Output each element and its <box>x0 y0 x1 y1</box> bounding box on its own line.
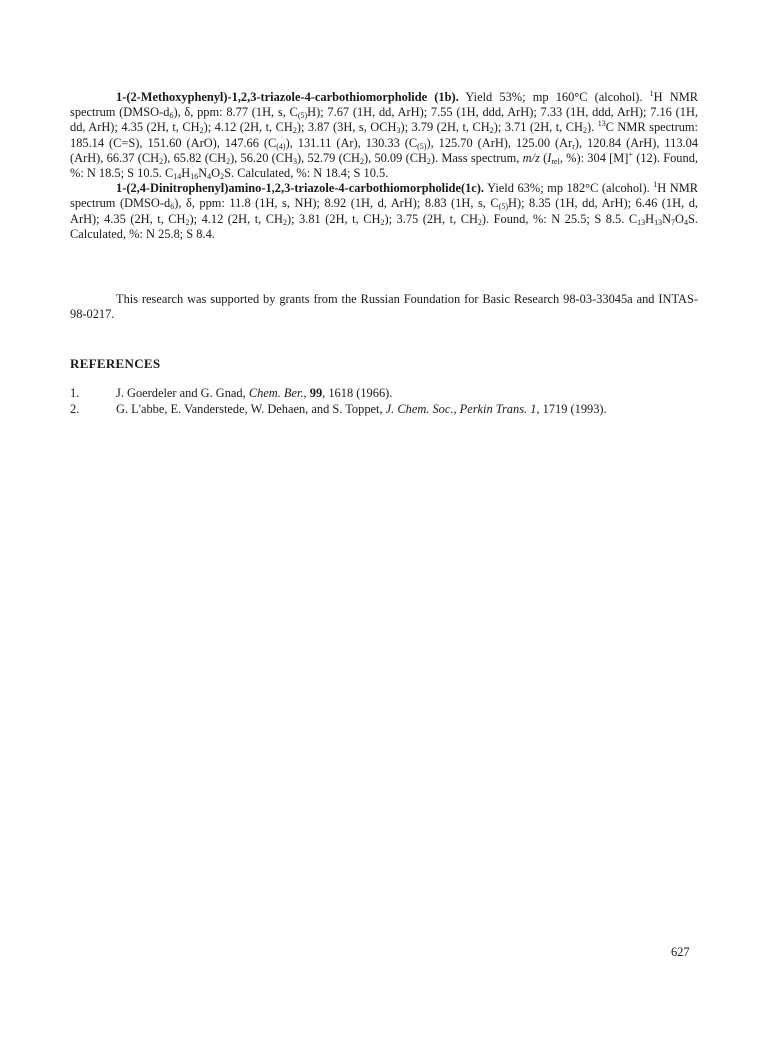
references-heading: REFERENCES <box>70 356 161 371</box>
compound-entry-1b: 1-(2-Methoxyphenyl)-1,2,3-triazole-4-carbothiomorpholide (1b). Yield 53%; mp 160°C (alcohol). $^1$H NMR spectrum $(DMSO-d_6)$, δ, ppm: 8.77 (1H, s, $C_{(5)}H$); 7.67 (1H, dd, ArH); 7.55 (1H, ddd, ArH); 7.33 (1H, ddd, ArH); 7.16 (1H, dd, ArH); 4.35 (2H, t, $CH_2$); 4.12 (2H, t, $CH_2$); 3.87 (3H, s, $OCH_3$); 3.79 (2H, t, $CH_2$); 3.71 (2H, t, $CH_2$). $^{13}$C NMR spectrum: 185.14 (C=S), 151.60 (ArO), 147.66 $(C_{(4)})$, 131.11 (Ar), 130.33 $(C_{(5)})$, 125.70 (ArH), 125.00 $(Ar_r)$, 120.84 (ArH), 113.04 (ArH), 66.37 $(CH_2)$, 65.82 $(CH_2)$, 56.20 $(CH_3)$, 52.79 $(CH_2)$, 50.09 $(CH_2)$. Mass spectrum, m/z ($I_{rel}$, %): 304 [M]+ (12). Found, %: N 18.5; S 10.5. $C_{14}H_{16}N_4O_2S$. Calculated, %: N 18.4; S 10.5. <box>70 89 699 182</box>
experimental-section <box>70 90 698 242</box>
acknowledgement: This research was supported by grants from the Russian Foundation for Basic Research 98-03-33045a and INTAS-98-0217. <box>70 292 698 322</box>
reference-number: 1. <box>70 386 80 400</box>
compound-title-1b: 1-(2-Methoxyphenyl)-1,2,3-triazole-4-carbothiomorpholide (1b). <box>116 90 459 104</box>
reference-text: J. Goerdeler and G. Gnad, Chem. Ber., 99, 1618 (1966). <box>116 386 393 400</box>
reference-number: 2. <box>70 402 80 416</box>
acknowledgement-section <box>70 292 698 322</box>
reference-text: G. L'abbe, E. Vanderstede, W. Dehaen, and S. Toppet, J. Chem. Soc., Perkin Trans. 1, 1719 (1993). <box>116 402 607 416</box>
compound-entry-1c: 1-(2,4-Dinitrophenyl)amino-1,2,3-triazole-4-carbothiomorpholide(1c). Yield 63%; mp 182°C (alcohol). $^1$H NMR spectrum $(DMSO-d_6)$, δ, ppm: 11.8 (1H, s, NH); 8.92 (1H, d, ArH); 8.83 (1H, s, $C_{(5)}H$); 8.35 (1H, dd, ArH); 6.46 (1H, d, ArH); 4.35 (2H, t, $CH_2$); 4.12 (2H, t, $CH_2$); 3.81 (2H, t, $CH_2$); 3.75 (2H, t, $CH_2$). Found, %: N 25.5; S 8.5. $C_{13}H_{13}N_7O_4S$. Calculated, %: N 25.8; S 8.4. <box>70 180 698 241</box>
page-number: 627 <box>671 945 690 959</box>
compound-title-1c: 1-(2,4-Dinitrophenyl)amino-1,2,3-triazole-4-carbothiomorpholide(1c). <box>116 181 484 196</box>
